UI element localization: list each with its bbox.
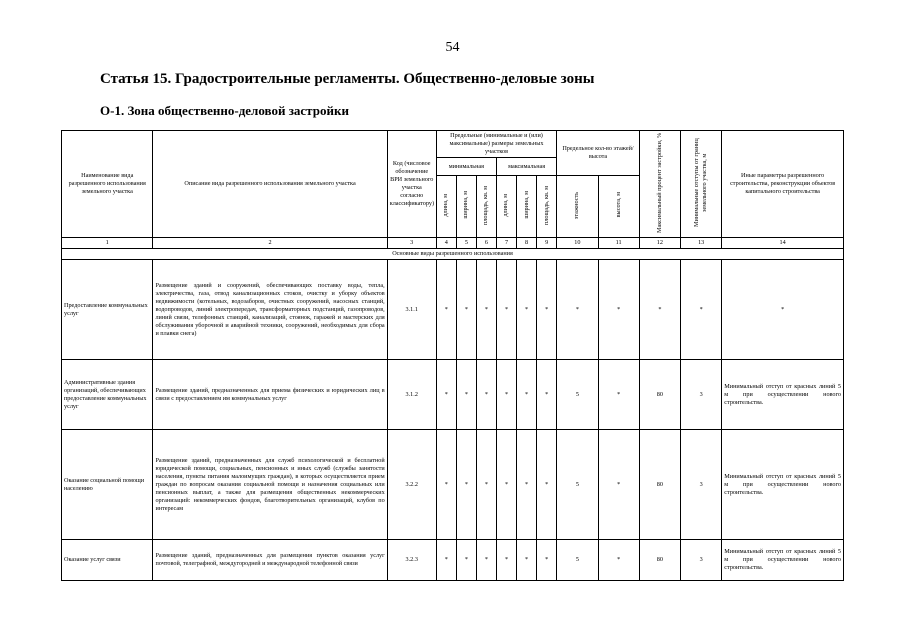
column-numbers-row <box>62 238 844 249</box>
header-setbacks: Минимальные отступы от границ земельного участка, м <box>681 131 722 238</box>
row-height: * <box>598 260 639 360</box>
row-setback: 3 <box>681 360 722 430</box>
row-description: Размещение зданий и сооружений, обеспечивающих поставку воды, тепла, электричества, газа, отвод канализационных стоков, очистку и уборку объектов недвижимости (котельных, водозаборов, очистных сооружений, насосных станций, водопроводов, линий электропередач, трансформаторных подстанций, газопроводов, линий связи, телефонных станций, канализаций, стоянок, гаражей и мастерских для обслуживания уборочной и аварийной техники, сооружений, необходимых для сбора и плавки снега) <box>153 260 387 360</box>
row-setback: 3 <box>681 540 722 581</box>
header-floors-group: Предельное кол-во этажей/ высота <box>557 131 640 176</box>
row-description: Размещение зданий, предназначенных для служб психологической и бесплатной юридической помощи, социальных, пенсионных и иных служб (службы занятости населения, пункты питания малоимущих граждан), в которых осуществляется прием граждан по вопросам оказания социальной помощи и назначения социальных или пенсионных выплат, а также для размещения общественных некоммерческих организаций: некоммерческих фондов, благотворительных организаций, клубов по интересам <box>153 430 387 540</box>
row-max-width: * <box>517 540 537 581</box>
regulations-table <box>61 130 844 581</box>
header-description: Описание вида разрешенного использования земельного участка <box>153 131 387 238</box>
col-number: 4 <box>436 238 456 249</box>
row-max-area: * <box>537 540 557 581</box>
row-min-length: * <box>436 260 456 360</box>
col-number: 5 <box>456 238 476 249</box>
row-floors: 5 <box>557 430 598 540</box>
row-min-area: * <box>476 540 496 581</box>
row-min-width: * <box>456 260 476 360</box>
row-name: Предоставление коммунальных услуг <box>62 260 153 360</box>
row-coverage: 80 <box>639 360 680 430</box>
col-number: 14 <box>722 238 844 249</box>
row-min-area: * <box>476 360 496 430</box>
row-setback: * <box>681 260 722 360</box>
header-max: максимальная <box>496 158 556 176</box>
row-max-width: * <box>517 360 537 430</box>
table-row <box>62 430 844 540</box>
header-min-width: ширина, м <box>456 176 476 238</box>
row-max-area: * <box>537 260 557 360</box>
row-other: * <box>722 260 844 360</box>
col-number: 9 <box>537 238 557 249</box>
col-number: 6 <box>476 238 496 249</box>
row-code: 3.2.2 <box>387 430 436 540</box>
col-number: 2 <box>153 238 387 249</box>
header-floors: этажность <box>557 176 598 238</box>
header-height: высота, м <box>598 176 639 238</box>
header-max-length: длина, м <box>496 176 516 238</box>
row-height: * <box>598 540 639 581</box>
col-number: 12 <box>639 238 680 249</box>
article-title: Статья 15. Градостроительные регламенты. Общественно-деловые зоны <box>100 71 595 87</box>
header-max-area: площадь, кв. м <box>537 176 557 238</box>
row-code: 3.1.2 <box>387 360 436 430</box>
col-number: 7 <box>496 238 516 249</box>
row-max-width: * <box>517 430 537 540</box>
row-description: Размещение зданий, предназначенных для приема физических и юридических лиц в связи с предоставлением им коммунальных услуг <box>153 360 387 430</box>
row-min-length: * <box>436 430 456 540</box>
row-other: Минимальный отступ от красных линий 5 м при осуществлении нового строительства. <box>722 430 844 540</box>
row-code: 3.1.1 <box>387 260 436 360</box>
table-row <box>62 540 844 581</box>
header-other: Иные параметры разрешенного строительства, реконструкции объектов капитального строительства <box>722 131 844 238</box>
header-min-area: площадь, кв. м <box>476 176 496 238</box>
header-min: минимальная <box>436 158 496 176</box>
col-number: 13 <box>681 238 722 249</box>
row-name: Административные здания организаций, обеспечивающих предоставление коммунальных услуг <box>62 360 153 430</box>
row-setback: 3 <box>681 430 722 540</box>
row-other: Минимальный отступ от красных линий 5 м при осуществлении нового строительства. <box>722 360 844 430</box>
row-max-length: * <box>496 540 516 581</box>
header-name: Наименование вида разрешенного использования земельного участка <box>62 131 153 238</box>
header-limits-group: Предельные (минимальные и (или) максимальные) размеры земельных участков <box>436 131 556 158</box>
row-min-width: * <box>456 540 476 581</box>
row-min-area: * <box>476 260 496 360</box>
section-title: Основные виды разрешенного использования <box>62 249 844 260</box>
row-coverage: 80 <box>639 540 680 581</box>
page-number: 54 <box>445 40 460 55</box>
row-code: 3.2.3 <box>387 540 436 581</box>
row-floors: 5 <box>557 360 598 430</box>
row-min-width: * <box>456 430 476 540</box>
row-max-length: * <box>496 260 516 360</box>
row-min-length: * <box>436 540 456 581</box>
row-min-width: * <box>456 360 476 430</box>
header-coverage: Максимальный процент застройки, % <box>639 131 680 238</box>
row-min-length: * <box>436 360 456 430</box>
table-row <box>62 360 844 430</box>
row-height: * <box>598 430 639 540</box>
header-code: Код (числовое обозначение ВРИ земельного участка согласно классификатору) <box>387 131 436 238</box>
zone-title: О-1. Зона общественно-деловой застройки <box>100 103 349 118</box>
section-row <box>62 249 844 260</box>
col-number: 11 <box>598 238 639 249</box>
row-max-area: * <box>537 360 557 430</box>
header-min-length: длина, м <box>436 176 456 238</box>
row-max-width: * <box>517 260 537 360</box>
row-name: Оказание услуг связи <box>62 540 153 581</box>
row-floors: 5 <box>557 540 598 581</box>
col-number: 10 <box>557 238 598 249</box>
row-max-area: * <box>537 430 557 540</box>
row-coverage: 80 <box>639 430 680 540</box>
col-number: 3 <box>387 238 436 249</box>
row-description: Размещение зданий, предназначенных для размещения пунктов оказания услуг почтовой, телеграфной, междугородней и международной телефонной связи <box>153 540 387 581</box>
row-max-length: * <box>496 430 516 540</box>
col-number: 8 <box>517 238 537 249</box>
table-row <box>62 260 844 360</box>
row-max-length: * <box>496 360 516 430</box>
row-coverage: * <box>639 260 680 360</box>
row-height: * <box>598 360 639 430</box>
row-other: Минимальный отступ от красных линий 5 м при осуществлении нового строительства. <box>722 540 844 581</box>
row-name: Оказание социальной помощи населению <box>62 430 153 540</box>
header-max-width: ширина, м <box>517 176 537 238</box>
col-number: 1 <box>62 238 153 249</box>
row-floors: * <box>557 260 598 360</box>
row-min-area: * <box>476 430 496 540</box>
